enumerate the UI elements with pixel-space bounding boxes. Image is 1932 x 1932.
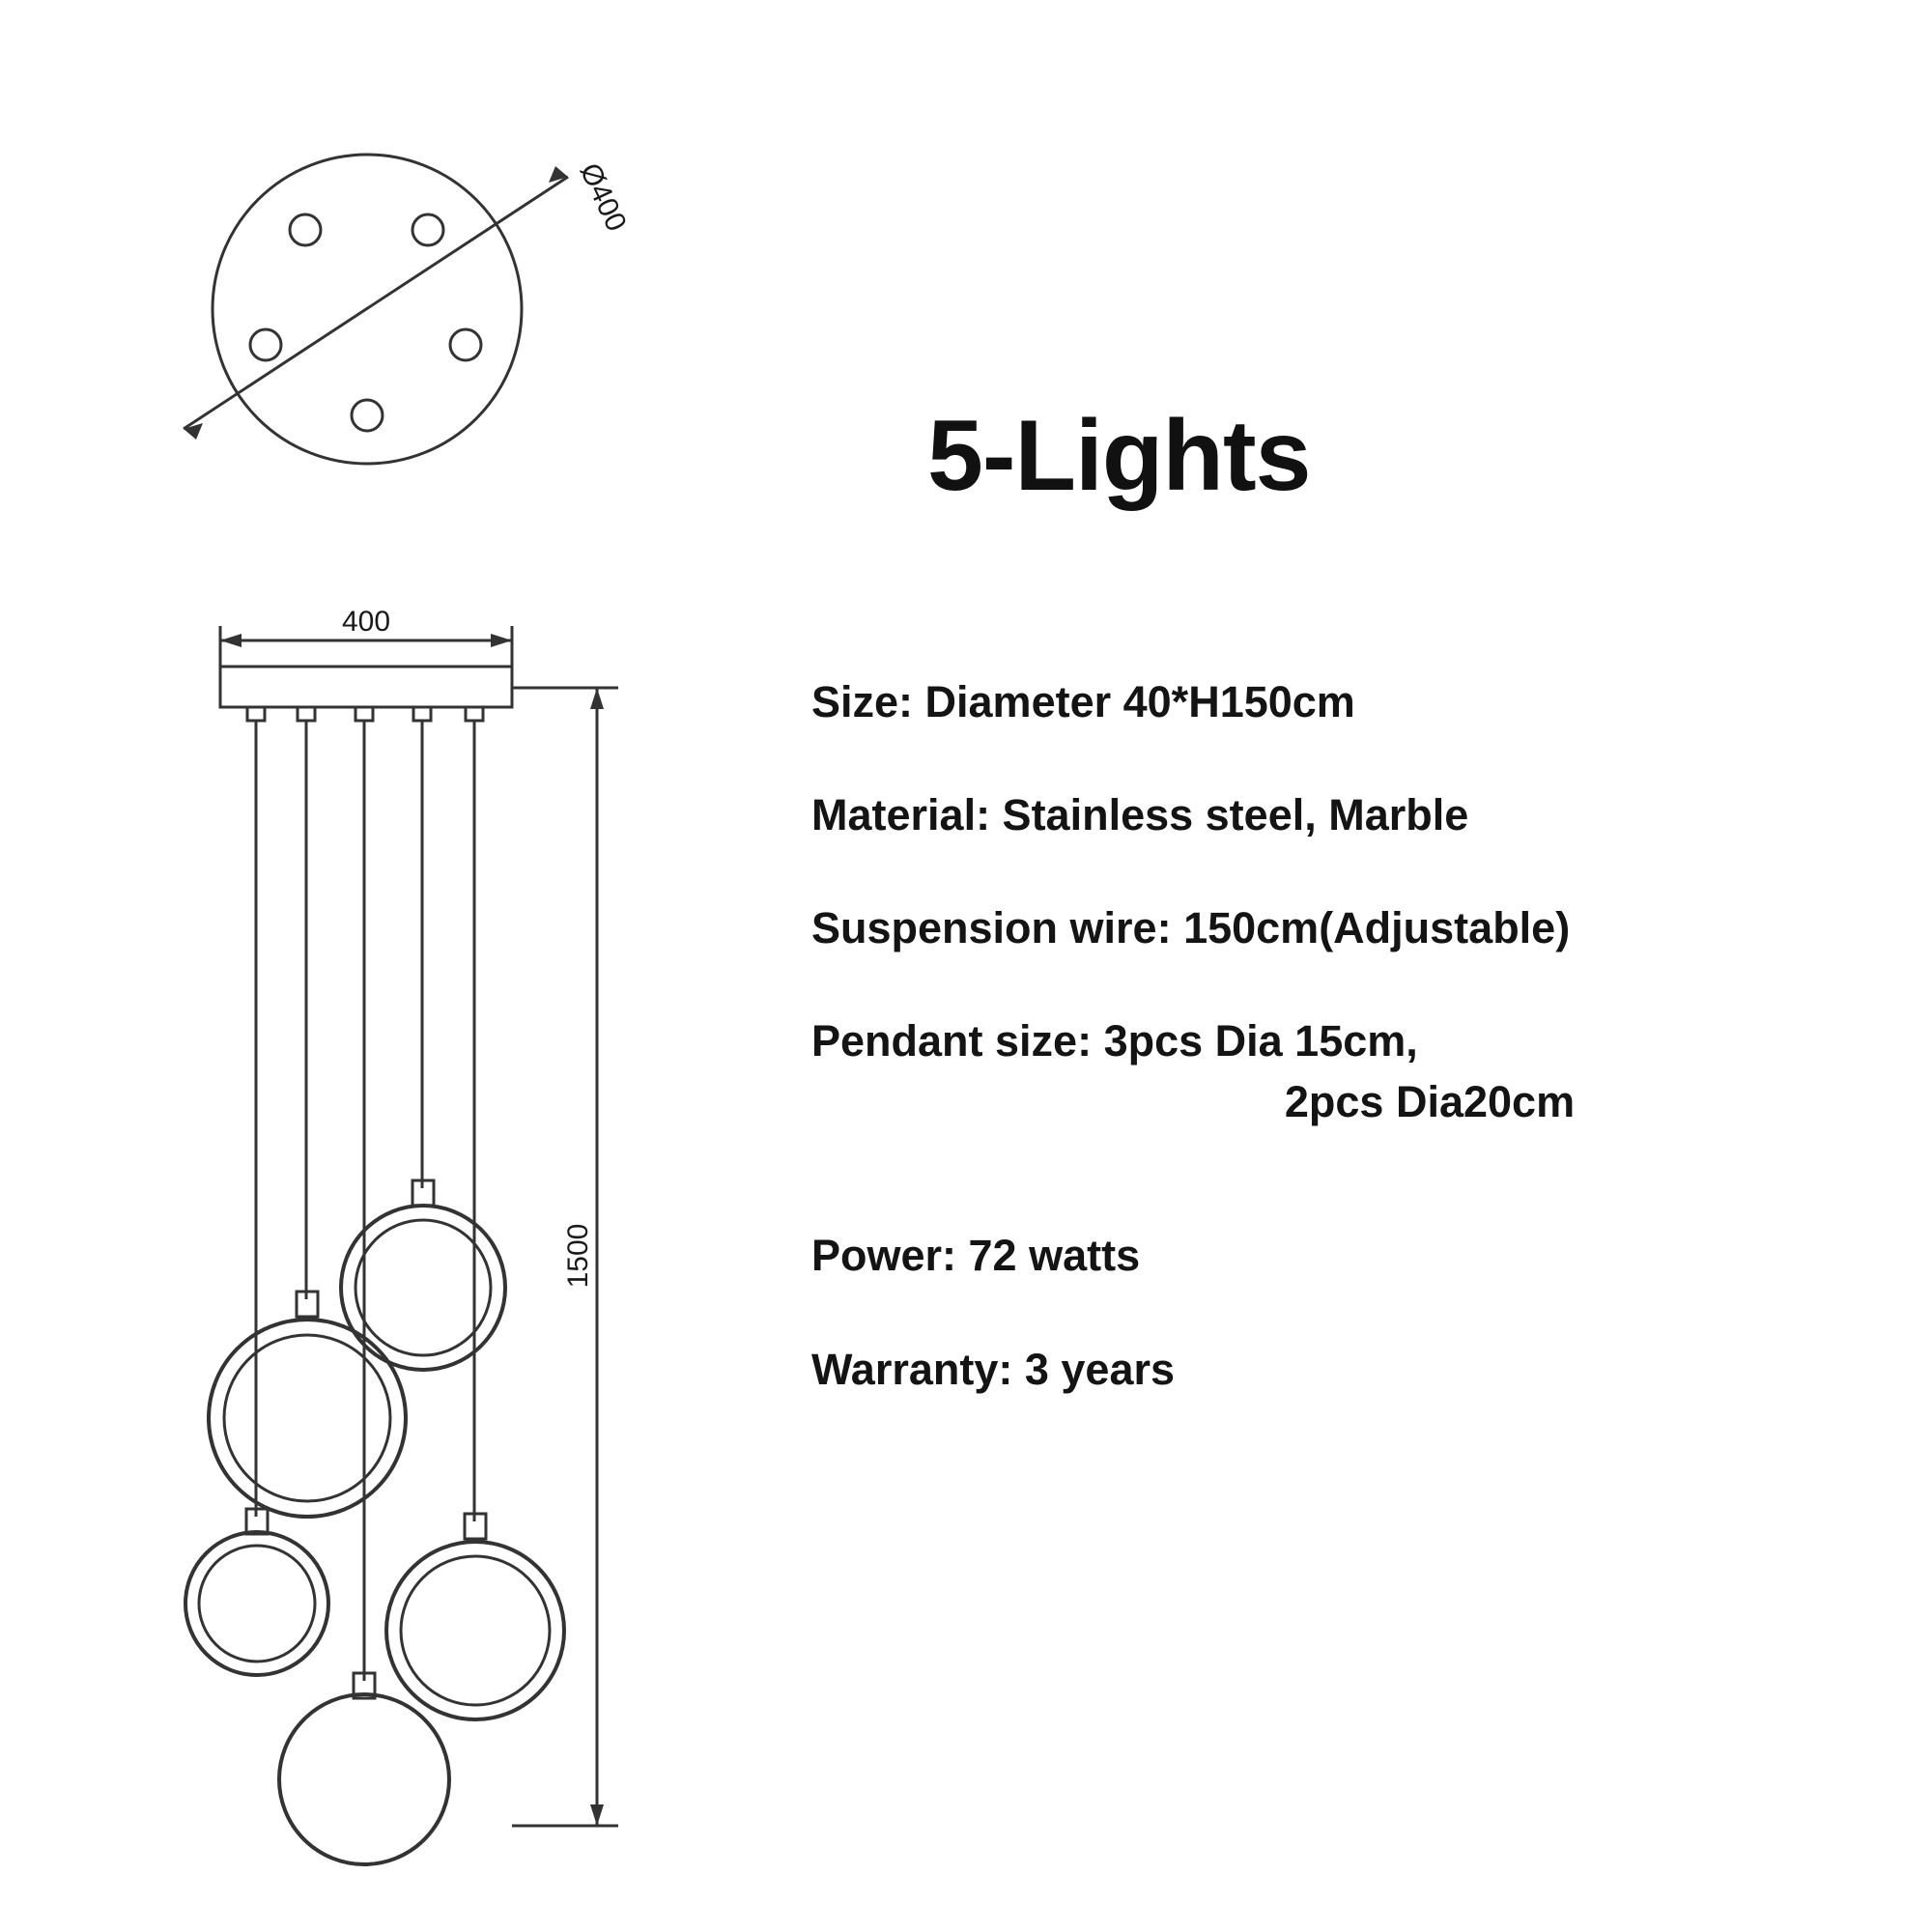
pendant-ring-outer	[209, 1320, 406, 1517]
canopy-drop	[247, 707, 265, 721]
spec-material: Material: Stainless steel, Marble	[811, 790, 1469, 840]
height-label: 1500	[562, 1223, 594, 1289]
spec-warranty: Warranty: 3 years	[811, 1344, 1176, 1394]
canopy-drop	[355, 707, 373, 721]
pendant-ring	[209, 1292, 406, 1517]
technical-drawing-area	[0, 0, 792, 1932]
specification-panel	[802, 0, 1932, 1932]
pendant-ball-outline	[279, 1694, 449, 1864]
mounting-hole	[250, 329, 281, 360]
diameter-leader-line	[184, 177, 568, 429]
canopy-drop	[413, 707, 431, 721]
width-arrow-left	[220, 634, 242, 647]
spec-size: Size: Diameter 40*H150cm	[811, 677, 1355, 726]
ceiling-plate-top-view	[184, 155, 633, 464]
pendant-ring-outer	[386, 1542, 564, 1719]
spec-list	[811, 676, 1932, 1395]
pendant-front-view	[185, 606, 618, 1864]
technical-drawing-svg	[0, 0, 792, 1932]
pendant-ring-inner	[355, 1220, 491, 1355]
canopy-drop	[466, 707, 483, 721]
spec-pendant-size-line2: 2pcs Dia20cm	[1284, 1077, 1576, 1127]
canopy-drop	[298, 707, 315, 721]
spec-suspension-wire: Suspension wire: 150cm(Adjustable)	[811, 903, 1571, 953]
width-arrow-right	[491, 634, 512, 647]
spec-pendant-size	[811, 1015, 1932, 1127]
mounting-hole	[450, 329, 481, 360]
mounting-hole	[412, 214, 443, 245]
pendant-ring-inner	[401, 1556, 550, 1705]
spec-power: Power: 72 watts	[811, 1231, 1141, 1281]
mounting-hole	[290, 214, 321, 245]
top-view-diameter-label: Ø400	[573, 158, 633, 237]
spec-pendant-size-line1: Pendant size: 3pcs Dia 15cm,	[811, 1016, 1418, 1066]
mounting-hole	[352, 400, 383, 431]
pendant-ring	[386, 1514, 564, 1719]
canopy-bar	[220, 667, 512, 707]
page-title: 5-Lights	[927, 400, 1311, 512]
pendant-ring-inner	[199, 1546, 315, 1662]
pendant-ring-outer	[185, 1532, 328, 1675]
width-label: 400	[341, 606, 391, 638]
height-arrow-bottom	[590, 1804, 604, 1826]
height-arrow-top	[590, 688, 604, 709]
pendant-ring	[185, 1509, 328, 1675]
